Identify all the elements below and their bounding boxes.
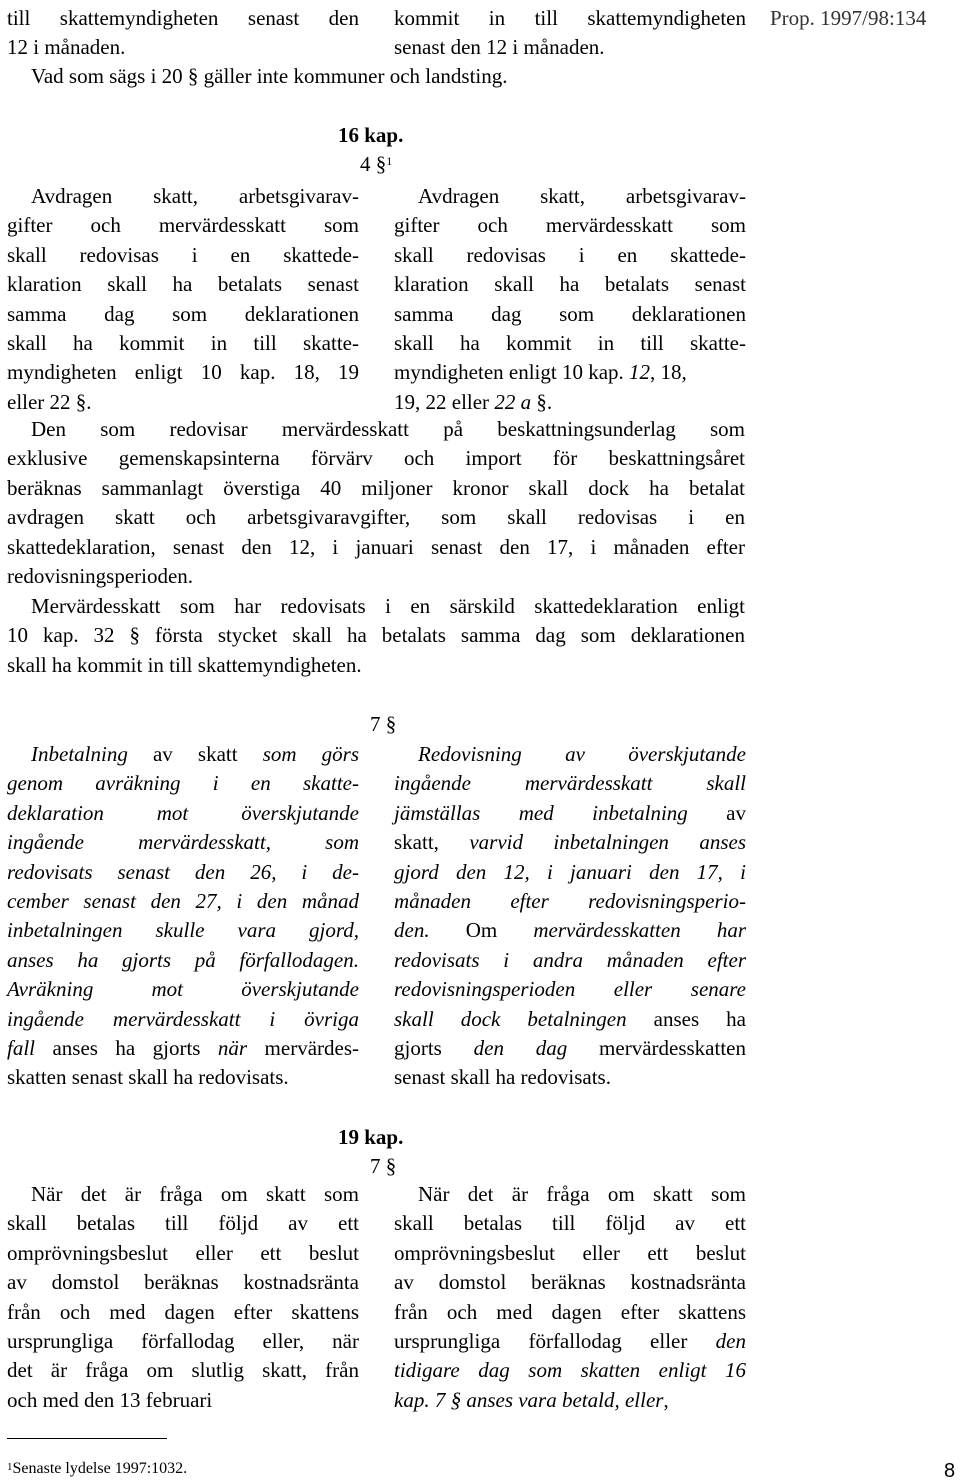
text-line <box>7 1034 359 1063</box>
chapter-heading: 19 kap. <box>338 1125 404 1149</box>
text-line <box>394 858 746 887</box>
text-fragment: 19, 22 eller <box>394 389 490 414</box>
prop-reference: Prop. 1997/98:134 <box>770 6 927 30</box>
text-line <box>7 799 359 828</box>
footnote-text: Senaste lydelse 1997:1032. <box>12 1460 188 1477</box>
text-line: eller 22 §. <box>7 389 92 414</box>
text-line: gifter och mervärdesskatt som <box>394 213 746 238</box>
text-fragment: ursprungliga förfallodag eller <box>394 1328 716 1353</box>
text-line: klaration skall ha betalats senast <box>394 272 746 297</box>
text-line: Mervärdesskatt som har redovisats i en särskild skattedeklaration enligt <box>31 594 745 618</box>
text-fragment: mervärdesskatten har <box>533 918 746 943</box>
note-text: Vad som sägs i 20 § gäller inte kommuner och landsting. <box>31 64 508 88</box>
ch16-paragraph-1 <box>7 415 745 591</box>
section-label: 4 § <box>360 152 387 176</box>
text-line <box>394 740 746 769</box>
text-fragment: deklaration mot överskjutande <box>7 800 359 825</box>
text-fragment: skall dock betalningen <box>394 1006 627 1031</box>
text-line <box>7 975 359 1004</box>
text-line <box>7 1268 359 1297</box>
text-line <box>394 916 746 945</box>
text-fragment: från och med dagen efter skattens <box>394 1299 746 1324</box>
text-line: skattedeklaration, senast den 12, i januari senast den 17, i månaden efter <box>7 534 745 559</box>
text-line <box>7 1180 359 1209</box>
text-fragment: den dag <box>473 1035 568 1060</box>
footnote-number: 1 <box>7 1461 13 1473</box>
header-left-text <box>7 4 359 63</box>
page-number: 8 <box>944 1460 956 1482</box>
text-line <box>394 1180 746 1209</box>
text-line: myndigheten enligt 10 kap. 18, 19 <box>7 360 359 385</box>
header-right-text <box>394 4 746 63</box>
footnote-divider <box>7 1438 167 1439</box>
text-fragment: ingående mervärdesskatt skall <box>394 771 746 796</box>
text-fragment: när <box>217 1035 248 1060</box>
text-line <box>394 799 746 828</box>
text-fragment: När det är fråga om skatt som <box>418 1182 746 1206</box>
text-fragment: inbetalningen skulle vara gjord, <box>7 918 359 943</box>
text-line <box>394 946 746 975</box>
text-fragment: av <box>687 800 746 825</box>
footnote-ref: 1 <box>386 154 393 168</box>
text-fragment: myndigheten enligt 10 kap. <box>394 360 624 385</box>
text-fragment: av domstol beräknas kostnadsränta <box>394 1270 746 1295</box>
text-line <box>7 828 359 857</box>
text-line <box>394 1356 746 1385</box>
ch19-left-column <box>7 1180 359 1415</box>
text-line: exklusive gemenskapsinterna förvärv och import för beskattningsåret <box>7 446 745 471</box>
text-line <box>7 946 359 975</box>
ch19-right-column <box>394 1180 746 1415</box>
text-line: klaration skall ha betalats senast <box>7 272 359 297</box>
text-line <box>394 769 746 798</box>
text-line <box>394 1327 746 1356</box>
text-line: avdragen skatt och arbetsgivaravgifter, som skall redovisas i en <box>7 505 745 530</box>
text-line: Avdragen skatt, arbetsgivarav- <box>418 184 746 208</box>
text-fragment: §. <box>531 389 553 414</box>
text-fragment: fall <box>7 1035 36 1060</box>
text-fragment: skatten senast skall ha redovisats. <box>7 1065 289 1090</box>
text-fragment: Avräkning mot överskjutande <box>7 977 359 1002</box>
text-line <box>7 887 359 916</box>
text-fragment: skall betalas till följd av ett <box>7 1211 359 1236</box>
text-fragment: månaden efter redovisningsperio- <box>394 888 746 913</box>
text-line: Den som redovisar mervärdesskatt på beskattningsunderlag som <box>31 417 745 441</box>
text-fragment: som görs <box>262 742 359 766</box>
text-line: samma dag som deklarationen <box>7 301 359 326</box>
text-fragment: av skatt <box>127 742 263 766</box>
text-fragment: skatt, <box>394 830 470 855</box>
text-fragment: ingående mervärdesskatt, som <box>7 830 359 855</box>
text-fragment: omprövningsbeslut eller ett beslut <box>394 1240 746 1265</box>
text-fragment: redovisats senast den 26, i de- <box>7 859 359 884</box>
text-line <box>7 1386 359 1415</box>
text-fragment: gjorts <box>394 1035 474 1060</box>
text-fragment: omprövningsbeslut eller ett beslut <box>7 1240 359 1265</box>
text-fragment: När det är fråga om skatt som <box>31 1182 359 1206</box>
text-fragment: tidigare dag som skatten enligt 16 <box>394 1358 746 1383</box>
ch16-paragraph-2 <box>7 592 745 680</box>
text-fragment: varvid inbetalningen anses <box>469 830 746 855</box>
ch16-right-column <box>394 182 746 417</box>
footnote <box>7 1458 187 1480</box>
text-line: skall redovisas i en skattede- <box>394 242 746 267</box>
text-fragment: genom avräkning i en skatte- <box>7 771 359 796</box>
text-fragment: anses ha gjorts <box>35 1035 218 1060</box>
text-fragment: av domstol beräknas kostnadsränta <box>7 1270 359 1295</box>
text-fragment: , <box>663 1387 669 1412</box>
text-fragment: ursprungliga förfallodag eller, när <box>7 1328 359 1353</box>
text-fragment: Inbetalning <box>31 742 128 766</box>
text-line <box>7 916 359 945</box>
text-fragment: anses ha gjorts på förfallodagen. <box>7 947 359 972</box>
text-fragment: ingående mervärdesskatt i övriga <box>7 1006 359 1031</box>
text-line <box>394 1063 746 1092</box>
text-line: Avdragen skatt, arbetsgivarav- <box>31 184 359 208</box>
text-line <box>394 828 746 857</box>
text-line: 10 kap. 32 § första stycket skall ha betalats samma dag som deklarationen <box>7 623 745 648</box>
s7-left-column <box>7 740 359 1093</box>
text-line <box>394 1034 746 1063</box>
text-line <box>7 740 359 769</box>
text-fragment: cember senast den 27, i den månad <box>7 888 359 913</box>
text-fragment: den. <box>394 918 430 943</box>
text-line <box>394 1239 746 1268</box>
text-fragment: , 18, <box>650 360 687 385</box>
text-fragment: från och med dagen efter skattens <box>7 1299 359 1324</box>
ch16-left-column <box>7 182 359 417</box>
text-fragment: jämställas med inbetalning <box>394 800 688 825</box>
text-fragment: 12 <box>629 360 651 385</box>
section-heading: 7 § <box>370 712 397 736</box>
text-line: senast den 12 i månaden. <box>394 35 605 60</box>
text-line: beräknas sammanlagt överstiga 40 miljoner kronor skall dock ha betalat <box>7 475 745 500</box>
text-line <box>7 1327 359 1356</box>
text-fragment: det är fråga om slutlig skatt, från <box>7 1358 359 1383</box>
text-line <box>394 1386 746 1415</box>
text-fragment: mervärdesskatten <box>567 1035 746 1060</box>
text-line <box>394 358 746 387</box>
text-fragment: Om <box>429 918 534 943</box>
text-line <box>394 1209 746 1238</box>
text-fragment: gjord den 12, i januari den 17, i <box>394 859 746 884</box>
text-fragment: senast skall ha redovisats. <box>394 1065 611 1090</box>
text-line <box>7 1239 359 1268</box>
chapter-heading: 16 kap. <box>338 123 404 147</box>
text-line <box>7 858 359 887</box>
text-fragment: redovisats i andra månaden efter <box>394 947 746 972</box>
text-line: gifter och mervärdesskatt som <box>7 213 359 238</box>
text-fragment: kap. 7 § anses vara betald, eller <box>394 1387 664 1412</box>
text-fragment: anses ha <box>626 1006 747 1031</box>
text-fragment: 22 a <box>494 389 532 414</box>
text-line: redovisningsperioden. <box>7 563 194 588</box>
text-line <box>7 1005 359 1034</box>
text-fragment: redovisningsperioden eller senare <box>394 977 746 1002</box>
text-line <box>394 1298 746 1327</box>
text-fragment: skall betalas till följd av ett <box>394 1211 746 1236</box>
text-line <box>7 1209 359 1238</box>
text-line <box>394 887 746 916</box>
text-line <box>7 1356 359 1385</box>
text-line: skall redovisas i en skattede- <box>7 242 359 267</box>
text-line <box>7 769 359 798</box>
text-line: skall ha kommit in till skatte- <box>394 330 746 355</box>
text-fragment: den <box>715 1328 746 1353</box>
section-heading <box>360 150 392 179</box>
text-fragment: och med den 13 februari <box>7 1387 213 1412</box>
text-line: 12 i månaden. <box>7 35 126 60</box>
text-line <box>7 1298 359 1327</box>
text-line: kommit in till skattemyndigheten <box>394 6 746 30</box>
text-fragment: Redovisning av överskjutande <box>418 742 746 766</box>
text-line <box>394 1005 746 1034</box>
text-line <box>394 1268 746 1297</box>
text-line: samma dag som deklarationen <box>394 301 746 326</box>
text-line: skall ha kommit in till skattemyndigheten. <box>7 652 362 677</box>
s7-right-column <box>394 740 746 1093</box>
text-line: till skattemyndigheten senast den <box>7 6 359 30</box>
text-fragment: mervärdes- <box>247 1035 359 1060</box>
section-heading: 7 § <box>370 1154 397 1178</box>
text-line: skall ha kommit in till skatte- <box>7 330 359 355</box>
text-line <box>394 975 746 1004</box>
text-line <box>394 388 746 417</box>
text-line <box>7 1063 359 1092</box>
